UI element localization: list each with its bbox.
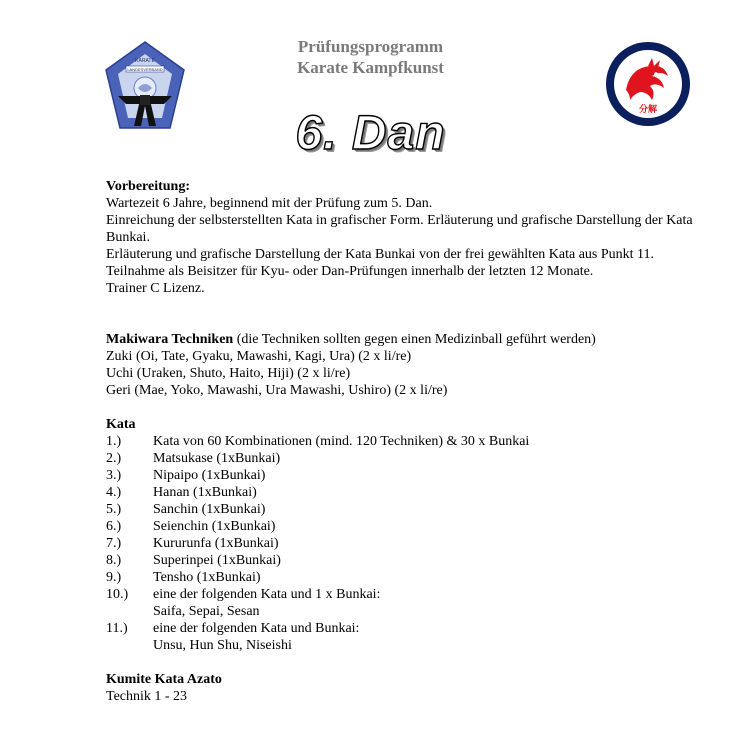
kata-item xyxy=(106,484,706,501)
section-vorbereitung xyxy=(106,178,706,297)
kata-text: Hanan (1xBunkai) xyxy=(153,485,257,500)
kata-num: 8.) xyxy=(106,553,122,568)
kata-item xyxy=(106,620,706,637)
kumite-heading: Kumite Kata Azato xyxy=(106,672,222,687)
kumite-line: Technik 1 - 23 xyxy=(106,689,188,704)
vorbereitung-line: Teilnahme als Beisitzer für Kyu- oder Dan-Prüfungen innerhalb der letzten 12 Monate. xyxy=(106,264,594,279)
kata-num: 9.) xyxy=(106,570,122,585)
logo-kanji: 分解 xyxy=(638,105,658,115)
vorbereitung-line: Trainer C Lizenz. xyxy=(106,281,205,296)
kata-item xyxy=(106,450,706,467)
makiwara-line: Uchi (Uraken, Shuto, Haito, Hiji) (2 x li/re) xyxy=(106,366,351,381)
vorbereitung-line: Erläuterung und grafische Darstellung der Kata Bunkai von der frei gewählten Kata aus Punkt 11. xyxy=(106,247,655,262)
kata-num: 1.) xyxy=(106,434,122,449)
kata-options: Saifa, Sepai, Sesan xyxy=(153,604,260,619)
kata-text: Nipaipo (1xBunkai) xyxy=(153,468,266,483)
kata-item xyxy=(106,535,706,552)
makiwara-line: Zuki (Oi, Tate, Gyaku, Mawashi, Kagi, Ura) (2 x li/re) xyxy=(106,349,412,364)
exam-content xyxy=(106,178,706,705)
header-line-2: Karate Kampfkunst xyxy=(297,58,444,77)
makiwara-note: (die Techniken sollten gegen einen Medizinball geführt werden) xyxy=(233,332,596,347)
kata-num: 3.) xyxy=(106,468,122,483)
vorbereitung-heading: Vorbereitung: xyxy=(106,179,190,194)
vorbereitung-line: Einreichung der selbsterstellten Kata in grafischer Form. Erläuterung und grafische Darstellung der Kata Bunkai. xyxy=(106,213,693,245)
kata-text: eine der folgenden Kata und 1 x Bunkai: xyxy=(153,587,381,602)
kata-text: Superinpei (1xBunkai) xyxy=(153,553,281,568)
header-line-1: Prüfungsprogramm xyxy=(297,37,444,56)
kata-text: Seienchin (1xBunkai) xyxy=(153,519,276,534)
kata-num: 10.) xyxy=(106,587,129,602)
kata-item xyxy=(106,569,706,586)
logo-text-top: KARATE xyxy=(135,58,155,64)
kata-heading: Kata xyxy=(106,417,136,432)
karate-landesverband-logo xyxy=(104,40,186,132)
section-kumite xyxy=(106,671,706,705)
kata-item xyxy=(106,467,706,484)
kata-item xyxy=(106,501,706,518)
kata-text: Tensho (1xBunkai) xyxy=(153,570,261,585)
kata-options: Unsu, Hun Shu, Niseishi xyxy=(153,638,292,653)
kata-text: Sanchin (1xBunkai) xyxy=(153,502,266,517)
kata-text: Kururunfa (1xBunkai) xyxy=(153,536,279,551)
kata-num: 2.) xyxy=(106,451,122,466)
makiwara-heading: Makiwara Techniken xyxy=(106,332,234,347)
dan-title: 6. Dan xyxy=(295,107,446,160)
kata-item xyxy=(106,552,706,569)
kata-num: 4.) xyxy=(106,485,122,500)
kata-num: 11.) xyxy=(106,621,128,636)
kata-num: 5.) xyxy=(106,502,122,517)
makiwara-line: Geri (Mae, Yoko, Mawashi, Ura Mawashi, Ushiro) (2 x li/re) xyxy=(106,383,448,398)
kata-item xyxy=(106,586,706,603)
section-makiwara xyxy=(106,331,706,399)
kata-item xyxy=(106,433,706,450)
kata-num: 6.) xyxy=(106,519,122,534)
kata-text: eine der folgenden Kata und Bunkai: xyxy=(153,621,360,636)
logo-text-sub: LANDESVERBAND xyxy=(127,67,163,72)
vorbereitung-line: Wartezeit 6 Jahre, beginnend mit der Prüfung zum 5. Dan. xyxy=(106,196,433,211)
bunkai-dragon-logo xyxy=(604,40,692,128)
kata-text: Kata von 60 Kombinationen (mind. 120 Techniken) & 30 x Bunkai xyxy=(153,434,530,449)
kata-num: 7.) xyxy=(106,536,122,551)
section-kata xyxy=(106,416,706,654)
kata-item xyxy=(106,518,706,535)
kata-text: Matsukase (1xBunkai) xyxy=(153,451,281,466)
